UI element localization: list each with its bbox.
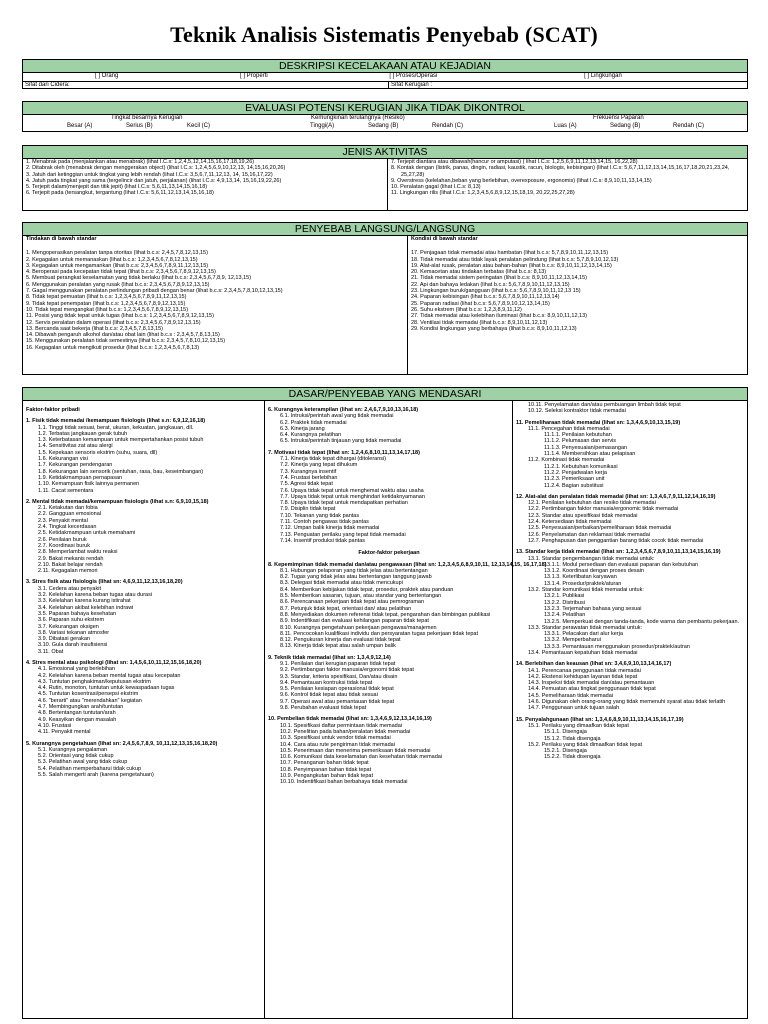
cause-item: 3.11. Obat [38,648,64,655]
cause-item: 12.3. Standar atau spesifikasi tidak memadai [528,512,638,519]
section-header: JENIS AKTIVITAS [23,146,747,159]
cause-item: 4.3. Tuntutan penghakiman/keputusan ekstrim [38,678,151,685]
activity-item: 3. Jatuh dari ketinggian untuk tingkat yang lebih rendah (lihat I.C.s: 3,5,6,7,11,12,13, 14, 15,16,17,22) [26,171,273,178]
cause-item: 9.2. Pertimbangan faktor manusia/ergonomi tidak tepat [280,667,414,674]
category-heading: 6. Kurangnya keterampilan (lihat sn: 2,4,6,7,9,10,13,16,18) [268,407,419,413]
cause-item: 4.10. Frustasi [38,722,72,729]
category-heading: 15. Penyalahgunaan (lihat sn: 1,3,4,6,8,9,10,11,13,14,15,16,17,19) [516,716,684,723]
checkbox-orang[interactable]: [ ] Orang [95,73,119,79]
activity-item: 10. Peralatan gagal (lihat I.C.s: 8,13) [391,184,481,191]
cause-item: 6.4. Kurangnya pelatihan [280,432,342,439]
cause-item: 2.7. Koordinasi buruk [38,542,90,549]
cause-item: 12.7. Penghapusan dan penggantian barang tidak cocok tidak memadai [528,537,704,544]
scale-rendah-frekuensi[interactable]: Rendah (C) [673,123,705,129]
cause-item: 7.10. Tekanan yang tidak pantas [280,512,360,519]
act-item: 12. Servis peralatan dalam operasi (lihat b.c.s: 2,3,4,5,6,7,8,9,12,13,15) [26,319,201,326]
activity-item: 9. Overstress (kelelahan,beban yang berlebihan, overexposure, ergonomis) (lihat I.C.s: 8,9,10,11,13,14,15) [391,177,652,184]
cause-item: 10.4. Cara atau rute pengiriman tidak memadai [280,741,395,748]
cause-item: 10.3. Spesifikasi untuk vendor tidak memadai [280,735,391,742]
act-item: 13. Bercanda saat bekerja (lihat b.c.s: 2,3,4,5,7,8,13,15) [26,325,163,332]
basic-causes-column-2 [268,402,547,1017]
section-immediate-causes [22,222,748,375]
condition-item: 26. Suhu ekstrem (lihat b.c.s: 1,2,3,8,9,11,12) [411,306,522,313]
cause-item: 3.6. Paparan suhu ekstrem [38,617,105,624]
cause-item: 7.1. Kinerja tidak tepat dihargai (ditoleransi) [280,456,387,463]
cause-item: 13.2.4. Pelatihan [544,612,586,619]
checkbox-properti[interactable]: [ ] Properti [240,73,268,79]
recurrence-title: Kemungkinan terulangnya (Resiko) [311,115,405,121]
cause-item: 14.7. Penggunaan untuk tujuan salah [528,705,620,712]
cause-item: 3.7. Kekurangan oksigen [38,623,99,630]
condition-item: 23. Lingkungan buruk/gangguan (lihat b.c.s: 5,6,7,8,9,10,11,12,13 15) [411,288,581,295]
condition-item: 20. Kemacetan atau tindakan terbatas (lihat b.c.s: 8,13) [411,269,547,276]
category-heading: Faktor-faktor pribadi [26,407,80,413]
act-item: 11. Posisi yang tidak tepat untuk tugas (lihat b.c.s: 1,2,3,4,5,6,7,8,9,12,13,15) [26,313,214,320]
cause-item: 13.3.1. Pelacakan dari alur kerja [544,631,623,638]
activity-list-right [391,159,746,211]
cause-item: 3.1. Cedera atau penyakit [38,585,101,592]
cause-item: 15.2. Perilaku yang tidak dimaafkan tidak tepat [528,741,643,748]
cause-item: 11.2.3. Pemeriksaan unit [544,476,605,483]
cause-item: 12.5. Penyesuaian/perbaikan/pemeliharaan tidak memadai [528,525,672,532]
exposure-frequency-title: Frekuensi Paparan [593,115,644,121]
act-item: 2. Kegagalan untuk memanaskan (lihat b.c.s: 1,2,3,4,5,6,7,8,12,13,15) [26,256,198,263]
scale-sedang[interactable]: Sedang (B) [368,123,399,129]
cause-item: 1.11. Cacat sementara [38,487,94,494]
category-heading: 10. Pembelian tidak memadai (lihat sn: 1,3,4,6,9,12,13,14,16,19) [268,716,432,723]
category-heading: 1. Fisik tidak memadai /kemampuan fisiologis (lihat s.n: 6,9,12,16,18) [26,418,206,425]
cause-item: 14.1. Perencanaa penggunaan tidak memadai [528,667,641,674]
cause-item: 1.1. Tinggi tidak sesuai, berat, ukuran, kekuatan, jangkauan, dll. [38,424,194,431]
cause-item: 13.2. Standar komunikasi tidak memadai untuk: [528,587,644,594]
divider [388,82,389,89]
section-basic-causes [22,387,748,1019]
cause-item: 2.6. Penilaian buruk [38,536,87,543]
cause-item: 2.10. Bakat belajar rendah [38,561,103,568]
loss-type-checkboxes [23,73,747,82]
cause-item: 14.5. Pemeliharaan tidak memadai [528,692,613,699]
section-header: DASAR/PENYEBAB YANG MENDASARI [23,388,747,401]
cause-item: 11.2. Kombinasi tidak memadai [528,457,605,464]
cause-item: 4.5. Tuntutan kosentrasi/persepsi ekstrim [38,691,139,698]
cause-item: 6.2. Praktek tidak memadai [280,419,347,426]
condition-item: 25. Paparan radiasi (lihat b.c.s: 5,6,7,8,9,10,12,13,14,15) [411,300,550,307]
cause-item: 1.3. Keterbatasan kemampuan untuk mempertahankan posisi tubuh [38,437,204,444]
act-item: 3. Kegagalan untuk mengamankan (lihat b.c.s: 2,3,4,5,6,7,8,9,11,12,13,15) [26,262,209,269]
cause-item: 3.3. Kelelahan karena kurang istirahat [38,598,131,605]
cause-item: 8.10. Kurangnya pengetahuan pekerjaan pengawas/manajemen [280,624,437,631]
cause-item: 8.13. Kinerja tidak tepat atau salah umpan balik [280,643,396,650]
cause-item: 9.6. Kontrol tidak tepat atau tidak sesuai [280,692,378,699]
cause-item: 13.1.4. Prosedur/praktek/aturan [544,580,622,587]
category-heading: 12. Alat-alat dan peralatan tidak memadai (lihat sn: 1,3,4,6,7,9,11,12,14,16,19) [516,493,716,500]
act-item: 14. Dibawah pengaruh alkohol dan/atau obat lain (lihat b.c.s : 2,3,4,5,7,8,13,15) [26,332,220,339]
substandard-conditions [411,236,746,375]
cause-item: 10.2. Penelitian pada bahan/peralatan tidak memadai [280,728,411,735]
cause-item: 10.12. Seleksi kontraktor tidak memadai [528,408,626,415]
checkbox-proses-operasi[interactable]: [ ] Proses/Operasi [389,73,438,79]
cause-item: 4.11. Penyakit mental [38,729,91,736]
cause-item: 11.1. Pencegahan tidak memadai [528,425,610,432]
cause-item: 10.9. Pengangkutan bahan tidak tepat [280,773,373,780]
cause-item: 7.12. Umpan balik kinerja tidak memadai [280,525,380,532]
cause-item: 2.11. Kegagalan memori [38,568,98,575]
cause-item: 8.7. Petunjuk tidak tepat, orientasi dan/ atau pelatihan [280,605,412,612]
activity-list-left [26,159,384,211]
section-accident-description [22,59,748,89]
section-header: PENYEBAB LANGSUNG/LANGSUNG [23,223,747,236]
cause-item: 4.1. Emosional yang berlebihan [38,666,116,673]
cause-item: 13.2.5. Memperkuat dengan tanda-tanda, kode warna dan pembantu pekerjaan. [544,618,740,625]
act-item: 1. Mengoperasikan peralatan tanpa otoritas (lihat b.c.s: 2,4,5,7,8,12,13,15) [26,250,208,257]
cause-item: 13.3. Standar perawatan tidak memadai untuk: [528,624,643,631]
cause-item: 11.1.1. Penilaian kebutuhan [544,432,612,439]
cause-item: 10.6. Komunikasi data keselamatan dan kesehatan tidak memadai [280,754,443,761]
basic-causes-column-1 [26,402,262,1017]
cause-item: 7.3. Kurangnya insentif [280,468,337,475]
cause-item: 7.5. Agresi tidak tepat [280,481,333,488]
cause-item: 13.2.3. Terjemahan bahasa yang sesuai [544,605,642,612]
divider [387,159,388,210]
cause-item: 8.1. Hubungan pelaporan yang tidak jelas atau bertentangan [280,567,428,574]
activity-item: 5. Terjepit dalam(menjepit dan titik jepit) (lihat I.C.s: 5,6,11,13,14,15,16,18) [26,184,208,191]
cause-item: 7.9. Disiplin tidak tepat [280,506,336,513]
cause-item: 15.2.1. Disengaja [544,748,587,755]
category-heading: 2. Mental tidak memadai/kemampuan fisiologis (lihat s.n: 6,9,10,15,18) [26,498,209,505]
cause-item: 13.1. Standar pengembangan tidak memadai untuk: [528,555,655,562]
scale-rendah[interactable]: Rendah (C) [432,123,464,129]
condition-item: 24. Paparan kebisingan (lihat b.c.s: 5,6,7,8,9,10,11,12,13,14) [411,294,560,301]
cause-item: 8.5. Memberikan sasaran, tujuan, atau standar yang bertentangan [280,593,442,600]
evaluation-scales [23,123,747,131]
cause-item: 9.7. Operasi awal atau pemantauan tidak tepat [280,698,395,705]
act-item: 10. Tidak tepat mengangkat (lihat b.c.s: 1,2,3,4,5,6,7,8,9,12,13,15) [26,306,189,313]
condition-item: 21. Tidak memadai sistem peringatan (lihat b.c.s: 8,9,10,11,12,13,14,15) [411,275,587,282]
cause-item: 15.2.2. Tidak disengaja [544,754,601,761]
category-heading: 3. Stres fisik atau fisiologis (lihat sn: 4,6,9,11,12,13,16,18,20) [26,579,183,586]
cause-item: 4.7. Membingungkan arah/tuntutan [38,704,124,711]
cause-item: 2.5. Ketidakmampuan untuk memahami [38,530,136,537]
cause-item: 11.1.2. Pelumasan dan servis [544,438,617,445]
cause-item: 5.4. Pelatihan memperbaharui tidak cukup [38,765,142,772]
section-potential-loss-evaluation [22,101,748,132]
category-heading: 11. Pemeliharaan tidak memadai (lihat sn: 1,3,4,6,9,10,13,15,19) [516,419,681,426]
scale-kecil[interactable]: Kecil (C) [187,123,211,129]
cause-item: 3.10. Gula darah insufisiensi [38,642,108,649]
cause-item: 8.11. Pencocokan kualifikasi individu dan persyaratan tugas pekerjaan tidak tepat [280,630,479,637]
section-activity-type [22,145,748,211]
cause-item: 7.11. Contoh pengawas tidak pantas [280,519,369,526]
substandard-acts-title: Tindakan di bawah standar [26,236,97,242]
divider [407,236,408,374]
act-item: 5. Membuat perangkat keselamatan yang tidak berlaku (lihat b.c.s: 2,3,4,5,6,7,8,9, 12,13,15) [26,275,252,282]
section-header: EVALUASI POTENSI KERUGIAN JIKA TIDAK DIKONTROL [23,102,747,115]
evaluation-columns [23,115,747,123]
category-heading: 5. Kurangnya pengetahuan (lihat sn: 2,4,5,6,7,8,9, 10,11,12,13,15,16,18,20) [26,740,218,747]
substandard-acts [26,236,384,375]
cause-item: 8.6. Perencanaan pekerjaan tidak tepat atau pemrograman [280,599,425,606]
cause-item: 9.5. Penilaian kesiapan operasional tidak tepat [280,686,394,693]
condition-item: 28. Ventilasi tidak memadai (lihat b.c.s: 8,9,10,11,12,13) [411,319,548,326]
cause-item: 10.7. Penanganan bahan tidak tepat [280,760,369,767]
cause-item: 12.1. Penilaian kebutuhan dan resiko tidak memadai [528,500,656,507]
cause-item: 15.1.2. Tidak disengaja [544,735,601,742]
cause-item: 1.4. Sensitivitas zat atau alergi [38,443,113,450]
cause-item: 8.9. Indentifikasi dan evaluasi kehilangan paparan tidak tepat [280,618,429,625]
cause-item: 9.4. Pemantauan kontruksi tidak tepat [280,679,373,686]
cause-item: 2.2. Gangguan emosional [38,511,101,518]
cause-item: 4.6. "berarti" atau "merendahkan" kegiatan [38,697,142,704]
condition-item: 22. Api dan bahaya ledakan (lihat b.c.s: 5,6,7,8,9,10,11,12,13,15) [411,281,570,288]
cause-item: 4.4. Rutin, monoton, tuntutan untuk kewaspadaan tugas [38,685,175,692]
act-item: 8. Tidak tepat pemuatan (lihat b.c.s: 1,2,3,4,5,6,7,8,9,11,12,13,15) [26,294,187,301]
cause-item: 9.1. Penilaian dari kerugian paparan tidak tepat [280,660,396,667]
cause-item: 14.2. Ekstensi kehidupan layanan tidak tepat [528,673,638,680]
cause-item: 11.1.4. Membersihkan atau pelapisan [544,451,636,458]
cause-item: 10.11. Penyelamatan dan/atau pembuangan limbah tidak tepat [528,402,681,408]
act-item: 6. Menggunakan peralatan yang rusak (lihat b.c.s: 2,3,4,5,6,7,8,9,12,13,15) [26,281,210,288]
cause-item: 4.8. Bertentangan tuntutan/arah [38,710,116,717]
cause-item: 8.12. Pengukuran kinerja dan evaluasi tidak tepat [280,637,401,644]
cause-item: 2.4. Tingkat kecerdasan [38,524,97,531]
act-item: 16. Kegagalan untuk mengikuti prosedur (lihat b.c.s: 1,2,3,4,5,6,7,8,13) [26,344,200,351]
category-heading: 13. Standar kerja tidak memadai (lihat sn: 1,2,3,4,5,6,7,8,9,10,11,13,14,15,16,19) [516,549,721,556]
checkbox-lingkungan[interactable]: [ ] Lingkungan [584,73,622,79]
activity-item: 11. Lingkungan rilis (lihat I.C.s: 1,2,3,4,5,6,8,9,12,15,18,19, 20,22,25,27,28) [391,190,575,197]
cause-item: 6.3. Kinerja jarang [280,425,325,432]
cause-item: 3.4. Kelelahan akibat kelebihan indrawi [38,604,134,611]
cause-item: 15.1. Perilaku yang dimaafkan tidak tepat [528,722,629,729]
cause-item: 4.9. Keasyikan dengan masalah [38,716,117,723]
cause-item: 8.8. Menyediakan dokumen referensi tidak tepat, pengarahan dan bimbingan publikasi [280,611,491,618]
cause-item: 10.10. Indentifikasi bahan berbahaya tidak memadai [280,779,408,786]
cause-item: 10.8. Penyimpanan bahan tidak tepat [280,766,372,773]
cause-item: 7.13. Penguatan perilaku yang tepat tidak memadai [280,531,406,538]
cause-item: 2.3. Penyakit mental [38,517,88,524]
divider [264,401,265,1018]
cause-item: 1.6. Kekurangan visi [38,456,88,463]
scale-tinggi[interactable]: Tinggi(A) [310,123,335,129]
act-item: 7. Gagal menggunakan peralatan perlindungan pribadi dengan benar (lihat b.c.s: 2,3,4,5,7,8,10,12,13,15) [26,288,283,295]
cause-item: 5.5. Salah mengerti arah (karena pengetahuan) [38,772,154,779]
cause-item: 5.1. Kurangnya pengalaman [38,746,108,753]
activity-item: 6. Terjepit pada (tersangkut, tergantung (lihat I.C.s: 5,6,11,12,13,14,15,16,18) [26,190,214,197]
cause-item: 12.4. Ketersediaan tidak memadai [528,519,612,526]
substandard-conditions-title: Kondisi di bawah standar [411,236,478,242]
scale-serius[interactable]: Serius (B) [126,123,153,129]
cause-item: 1.7. Kekurangan pendengaran [38,462,113,469]
cause-item: 3.9. Dibatasi gerakan [38,636,90,643]
cause-item: 7.7. Upaya tidak tepat untuk menghindari ketidaknyamanan [280,493,425,500]
cause-item: 12.6. Penyelamatan dan reklamasi tidak memadai [528,531,650,538]
activity-item: 1. Menabrak pada (menjalankan atau menabrak) (lihat I.C.s: 1,2,4,5,12,14,15,16,17,18,19,26) [26,159,255,165]
condition-item: 18. Tidak memadai atau tidak layak peralatan pelindung (lihat b.c.s: 5,7,8,9,10,12,13) [411,256,619,263]
cause-item: 13.2.2. Distribusi [544,599,585,606]
category-heading: 9. Teknik tidak memadai (lihat sn: 1,3,4,9,12,14) [268,654,391,661]
act-item: 15. Menggunakan peralatan tidak semestinya (lihat b.c.s: 2,3,4,5,7,8,10,12,13,15) [26,338,226,345]
cause-item: 13.1.1. Modul persediaan dan evaluasi paparan dan kebutuhan [544,561,699,568]
basic-causes-column-3 [516,402,746,1017]
cause-item: 6.5. Intruksi/perintah tinjauan yang tidak memadai [280,438,402,445]
loss-nature-field[interactable]: Sifat Kerugian : [391,82,433,88]
cause-item: 8.4. Memberikan kebijakan tidak tepat, prosedur, praktek atau panduan [280,586,454,593]
cause-item: 8.2. Tugas yang tidak jelas atau bertentangan tanggung jawab [280,574,432,581]
cause-item: 11.2.4. Bagian substitusi [544,482,604,489]
cause-item: 13.1.2. Koordinasi dengan proses desain [544,568,644,575]
cause-item: 10.1. Spesifikasi daftar permintaan tidak memadai [280,722,402,729]
activity-item: 2. Ditabrak oleh (menabrak dengan menggerakan object) (lihat I.C.s: 1,2,4,5,6,9,10,12,13, 14,15,16,20,26) [26,165,286,172]
cause-item: 7.2. Kinerja yang tepat dihukum [280,462,358,469]
scale-besar[interactable]: Besar (A) [67,123,93,129]
category-heading: Faktor-faktor pekerjaan [358,550,420,557]
cause-item: 9.8. Perubahan evaluasi tidak tepat [280,705,367,712]
cause-item: 1.8. Kekurangan lain sensorik (sentuhan, rasa, bau, keseimbangan) [38,468,204,475]
cause-item: 5.2. Orientasi yang tidak cukup [38,753,114,760]
scale-sedang-frekuensi[interactable]: Sedang (B) [610,123,641,129]
cause-item: 3.5. Paparan bahaya kesehatan [38,610,116,617]
cause-item: 11.1.3. Penyesuaian/pemasangan [544,444,628,451]
cause-item: 13.1.3. Keterlibatan karyawan [544,574,617,581]
cause-item: 2.8. Memperlambat waktu reaksi [38,549,118,556]
condition-item: 19. Alat-alat rusak, peralatan atau bahan-bahan (lihat b.c.s: 8,9,10,11,12,13,14,15) [411,262,612,269]
act-item: 4. Beroperasi pada kecepatan tidak tepat (lihat b.c.s: 2,3,4,5,6,7,8,9,12,13,15) [26,269,216,276]
cause-item: 7.6. Upaya tidak tepat untuk menghemat waktu atau usaha [280,487,424,494]
cause-item: 7.4. Frustasi berlebihan [280,474,338,481]
scale-luas[interactable]: Luas (A) [554,123,577,129]
section-header: DESKRIPSI KECELAKAAN ATAU KEJADIAN [23,60,747,73]
cause-item: 7.8. Upaya tidak tepat untuk mendapatkan perhatian [280,500,408,507]
cause-item: 12.2. Pertimbangan faktor manusia/ergonomic tidak memadai [528,506,679,513]
condition-item: 29. Kondisi lingkungan yang berbahaya (lihat b.c.s: 8,9,10,11,12,13) [411,325,577,332]
cause-item: 13.2.1. Publikasi [544,593,585,600]
act-item: 9. Tidak tepat penempatan (lihat b.c.s: 1,2,3,4,5,6,7,8,9,12,13,15) [26,300,186,307]
cause-item: 8.3. Delegasi tidak memadai atau tidak mencukupi [280,580,403,587]
cause-item: 4.2. Kelelahan karena beban mental tugas atau kecepatan [38,672,181,679]
cause-item: 3.8. Variasi tekanan atmosfer [38,629,110,636]
cause-item: 9.3. Standar, kriteria spesifikasi, Dan/atau disain [280,673,398,680]
activity-item: 4. Jatuh pada tingkat yang sama (tergelincir dan jatuh, perjalanan) (lihat I.C.s: 4,9,13,14, 15,16,19,22,26) [26,177,282,184]
activity-item: 8. Kontak dengan (listrik, panas, dingin, radiasi, kaustik, racun, biologis, kebisingan) (lihat I.C.s: 5,6,7,11,12,13,14,15,16,17,18,20,21,23,24, 25,27,28) [391,165,730,178]
divider [512,401,513,1018]
cause-item: 15.1.1. Disengaja [544,729,587,736]
cause-item: 5.3. Pelatihan awal yang tidak cukup [38,759,128,766]
cause-item: 14.3. Inspeksi tidak memadai dan/atau pemantauan [528,680,655,687]
category-heading: 7. Motivasi tidak tepat (lihat sn: 1,2,4,6,8,10,11,13,14,17,18) [268,449,420,456]
category-heading: 4. Stres mental atau psikologi (lihat sn: 1,4,5,6,10,11,12,15,16,18,20) [26,659,202,666]
loss-severity-title: Tingkat besarnya Kerugian [111,115,183,121]
cause-item: 7.14. Insentif produksi tidak pantas [280,537,365,544]
cause-item: 14.6. Digunakan oleh orang-orang yang tidak memenuhi syarat atau tidak terlatih [528,699,726,706]
cause-item: 6.1. Intruksi/perintah awal yang tidak memadai [280,413,394,420]
cause-item: 11.2.2. Penjadwalan kerja [544,469,607,476]
category-heading: 14. Berlebihan dan keausan (lihat sn: 3,4,6,9,10,13,14,16,17) [516,661,672,668]
cause-item: 13.4. Pemantauan kepatuhan tidak memadai [528,649,638,656]
cause-item: 1.9. Ketidakmampuan pernapasan [38,474,123,481]
injury-loss-fields [23,82,747,89]
cause-item: 1.2. Terbatas jangkauan gerak tubuh [38,430,128,437]
cause-item: 3.2. Kelelahan karena beban tugas atau durasi [38,592,153,599]
cause-item: 2.9. Bakat mekanis rendah [38,555,104,562]
cause-item: 2.1. Ketakutan dan fobia [38,505,98,512]
cause-item: 10.5. Penerimaan dan menerima pemeriksaan tidak memadai [280,747,431,754]
cause-item: 14.4. Pemuatan atau tingkat penggunaan tidak tepat [528,686,656,693]
cause-item: 11.2.1. Kebutuhan komunikasi [544,463,618,470]
category-heading: 8. Kepemimpinan tidak memadai dan/atau pengawasan (lihat sn: 1,2,3,4,5,6,8,9,10,11, 12,13,14,15, 16,17,18) [268,561,547,568]
activity-item: 7. Terjepit diantara atau dibawah(hancur or amputasi) ( lihat I.C.s: 1,2,5,6,9,11,12,13,14,15, 16,22,28) [391,159,638,165]
condition-item: 27. Tidak memadai atau kelebihan iluminasi (lihat b.c.s: 8,9,10,11,12,13) [411,313,587,320]
cause-item: 13.3.3. Pemantauan menggunakan prosedur/praktek/autran [544,643,690,650]
cause-item: 1.5. Kepekaan sensoris ekstrim (suhu, suara, dll) [38,449,158,456]
condition-item: 17. Penjagaan tidak memadai atau hambatan (lihat b.c.s: 5,7,8,9,10,11,12,13,15) [411,250,609,257]
cause-item: 13.3.2. Memperbaharui [544,637,601,644]
cause-item: 1.10. Kemampuan fisik lainnya permanen [38,481,140,488]
page-title: Teknik Analisis Sistematis Penyebab (SCAT) [170,22,598,47]
injury-nature-field[interactable]: Sifat dari Cidera: [25,82,70,88]
